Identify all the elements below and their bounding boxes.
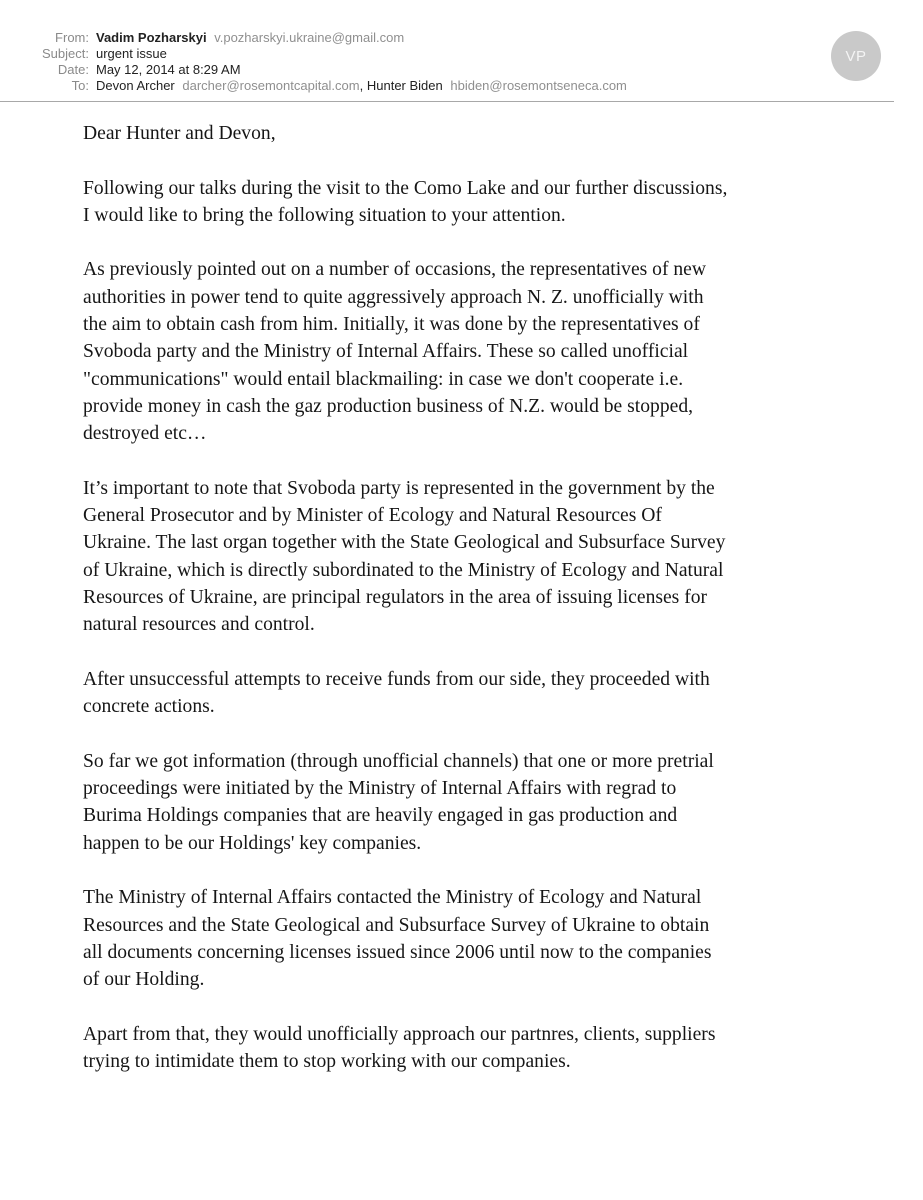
header-divider — [0, 101, 894, 102]
avatar-initials: VP — [845, 47, 867, 65]
date-row — [0, 62, 860, 78]
recipient-separator: , — [359, 78, 364, 93]
recipient-email[interactable]: hbiden@rosemontseneca.com — [450, 78, 627, 93]
to-value — [96, 78, 627, 94]
to-row — [0, 78, 860, 94]
email-header — [0, 30, 860, 94]
sender-name[interactable]: Vadim Pozharskyi — [96, 30, 207, 45]
from-row — [0, 30, 860, 46]
date-value: May 12, 2014 at 8:29 AM — [96, 62, 241, 77]
to-label: To: — [71, 78, 89, 93]
date-label: Date: — [57, 62, 89, 77]
subject-label: Subject: — [42, 46, 89, 61]
email-body — [83, 120, 893, 1103]
greeting: Dear Hunter and Devon, — [83, 123, 276, 144]
sender-avatar — [831, 31, 881, 81]
recipient-name[interactable]: Devon Archer — [96, 78, 175, 93]
from-value — [96, 30, 404, 46]
from-label: From: — [55, 30, 89, 45]
body-paragraph: After unsuccessful attempts to receive funds from our side, they proceeded with concrete actions. — [83, 668, 710, 718]
subject-value: urgent issue — [96, 46, 167, 61]
body-paragraph: Apart from that, they would unofficially approach our partnres, clients, suppliers trying to intimidate them to stop working with our companies. — [83, 1023, 716, 1073]
subject-row — [0, 46, 860, 62]
body-paragraph: So far we got information (through unofficial channels) that one or more pretrial proceedings were initiated by the Ministry of Internal Affairs with regrad to Burima Holdings companies that are heavily engaged in gas production and happen to be our Holdings' key companies. — [83, 750, 714, 854]
body-paragraph: The Ministry of Internal Affairs contacted the Ministry of Ecology and Natural Resources and the State Geological and Subsurface Survey of Ukraine to obtain all documents concerning licenses issued since 2006 until now to the companies of our Holding. — [83, 887, 712, 991]
recipient-email[interactable]: darcher@rosemontcapital.com — [182, 78, 360, 93]
body-paragraph: As previously pointed out on a number of occasions, the representatives of new authorities in power tend to quite aggressively approach N. Z. unofficially with the aim to obtain cash from him. Initially, it was done by the representatives of Svoboda party and the Ministry of Internal Affairs. These so called unofficial "communications" would entail blackmailing: in case we don't cooperate i.e. provide money in cash the gaz production business of N.Z. would be stopped, destroyed etc… — [83, 259, 707, 445]
recipient-name[interactable]: Hunter Biden — [366, 78, 443, 93]
body-paragraph: Following our talks during the visit to the Como Lake and our further discussions, I would like to bring the following situation to your attention. — [83, 177, 728, 226]
body-paragraph: It’s important to note that Svoboda party is represented in the government by the General Prosecutor and by Minister of Ecology and Natural Resources Of Ukraine. The last organ together with the State Geological and Subsurface Survey of Ukraine, which is directly subordinated to the Ministry of Ecology and Natural Resources of Ukraine, are principal regulators in the area of issuing licenses for natural resources and control. — [83, 477, 726, 636]
sender-email[interactable]: v.pozharskyi.ukraine@gmail.com — [214, 30, 405, 45]
